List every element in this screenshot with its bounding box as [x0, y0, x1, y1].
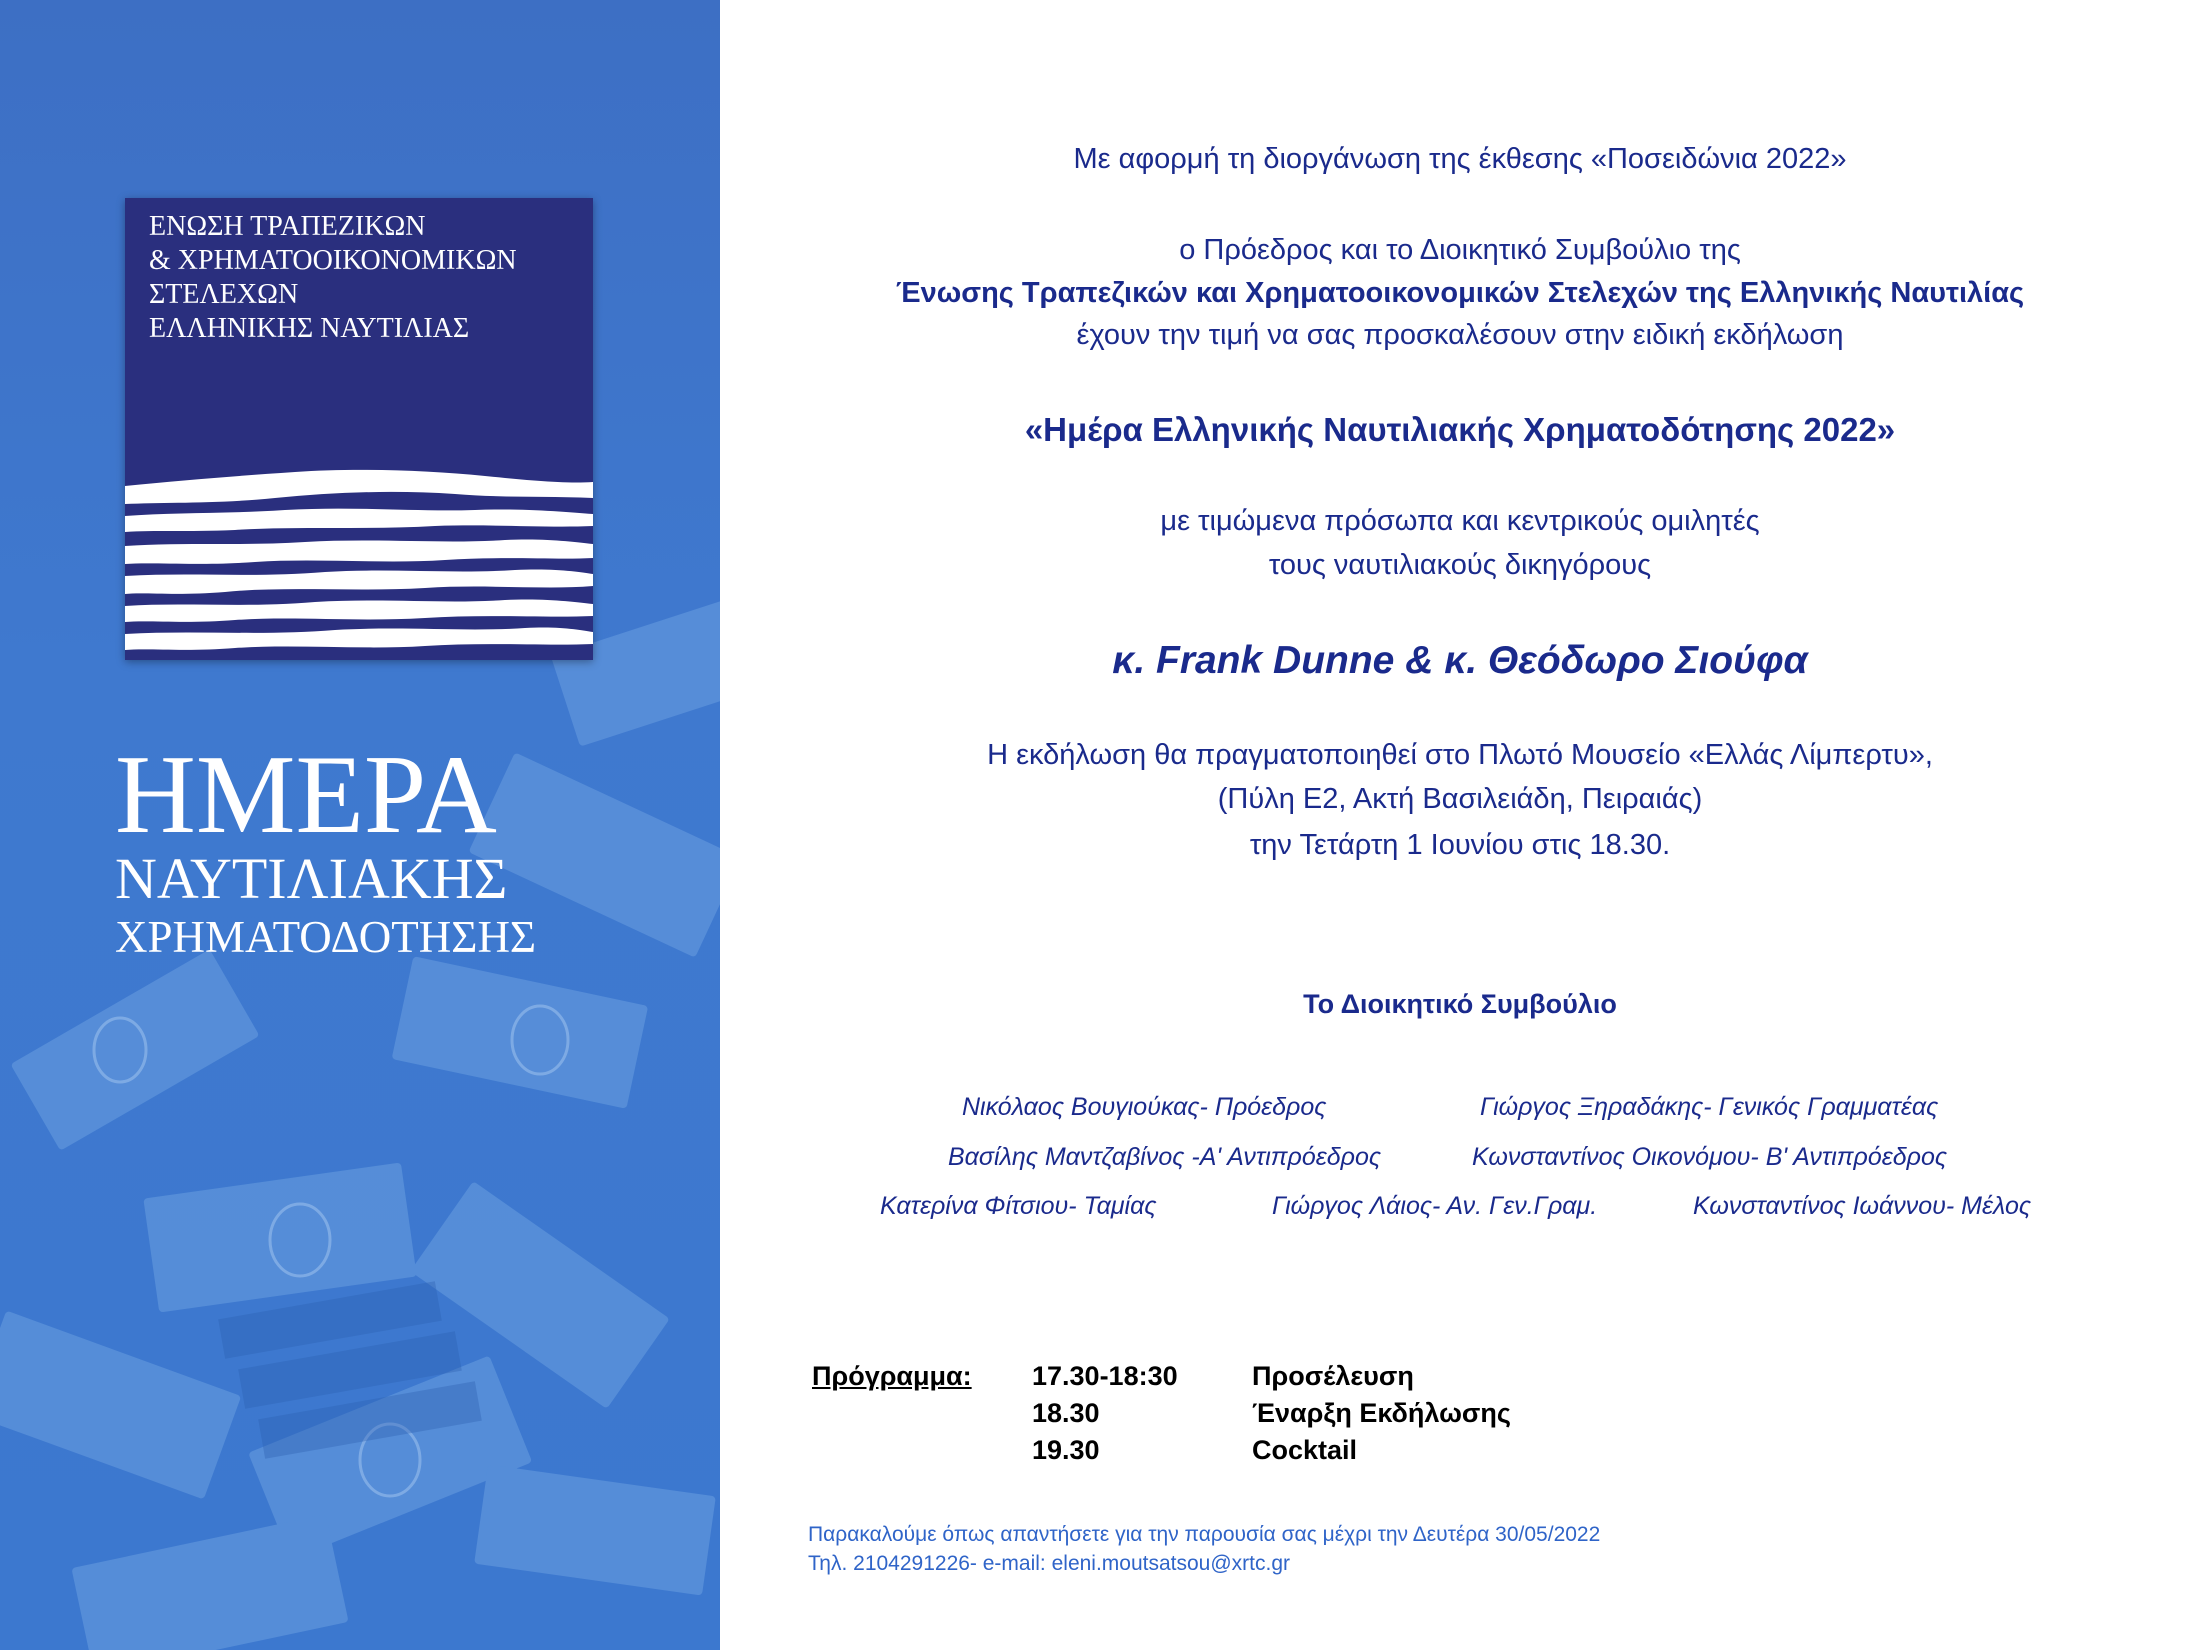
board-member: Κωνσταντίνος Οικονόμου- Β' Αντιπρόεδρος — [1472, 1143, 1948, 1171]
board-member: Νικόλαος Βουγιούκας- Πρόεδρος — [962, 1093, 1327, 1121]
venue-line-2: (Πύλη Ε2, Ακτή Βασιλειάδη, Πειραιάς) — [1217, 783, 1703, 815]
honored-line-1: με τιμώμενα πρόσωπα και κεντρικούς ομιλητές — [1160, 505, 1760, 537]
contact-line: Τηλ. 2104291226- e-mail: eleni.moutsatsou@xrtc.gr — [808, 1552, 1291, 1575]
logo-line: ΕΛΛΗΝΙΚΗΣ ΝΑΥΤΙΛΙΑΣ — [149, 313, 470, 344]
rsvp-line: Παρακαλούμε όπως απαντήσετε για την παρουσία σας μέχρι την Δευτέρα 30/05/2022 — [808, 1523, 1601, 1546]
invite-line: έχουν την τιμή να σας προσκαλέσουν στην ειδική εκδήλωση — [1076, 319, 1844, 351]
board-member: Κωνσταντίνος Ιωάννου- Μέλος — [1693, 1192, 2032, 1220]
honored-line-2: τους ναυτιλιακούς δικηγόρους — [1268, 549, 1652, 581]
union-name: Ένωσης Τραπεζικών και Χρηματοοικονομικών Στελεχών της Ελληνικής Ναυτιλίας — [895, 277, 2025, 309]
board-member: Βασίλης Μαντζαβίνος -Α' Αντιπρόεδρος — [948, 1143, 1382, 1171]
logo-line: ΕΝΩΣΗ ΤΡΑΠΕΖΙΚΩΝ — [149, 211, 426, 242]
program-label: Πρόγραμμα: — [812, 1361, 972, 1391]
hero-title-line-1: ΗΜΕΡΑ — [115, 733, 497, 857]
program-row — [1032, 1358, 1732, 1395]
board-member: Γιώργος Ξηραδάκης- Γενικός Γραμματέας — [1480, 1093, 1939, 1121]
left-banner — [0, 0, 720, 1650]
rsvp-footer — [808, 1520, 1600, 1578]
president-line: ο Πρόεδρος και το Διοικητικό Συμβούλιο της — [1179, 234, 1741, 266]
program-time: 18.30 — [1032, 1398, 1100, 1428]
program-description: Προσέλευση — [1252, 1361, 1414, 1391]
invitation-body — [720, 0, 2200, 1650]
sea-waves-graphic — [125, 468, 593, 660]
association-logo — [125, 198, 593, 660]
hero-title-line-3: ΧΡΗΜΑΤΟΔΟΤΗΣΗΣ — [115, 912, 537, 962]
program-row — [1032, 1432, 1732, 1469]
board-member: Γιώργος Λάιος- Αν. Γεν.Γραμ. — [1272, 1192, 1598, 1220]
event-title: «Ημέρα Ελληνικής Ναυτιλιακής Χρηματοδότησης 2022» — [1024, 411, 1896, 448]
venue-line-1: Η εκδήλωση θα πραγματοποιηθεί στο Πλωτό Μουσείο «Ελλάς Λίμπερτυ», — [987, 739, 1933, 771]
logo-text — [149, 210, 589, 346]
program-time: 17.30-18:30 — [1032, 1361, 1178, 1391]
intro-line: Με αφορμή τη διοργάνωση της έκθεσης «Ποσειδώνια 2022» — [1073, 143, 1847, 175]
program-description: Έναρξη Εκδήλωσης — [1252, 1398, 1511, 1428]
logo-line: ΣΤΕΛΕΧΩΝ — [149, 279, 299, 310]
venue-line-3: την Τετάρτη 1 Ιουνίου στις 18.30. — [1249, 829, 1671, 861]
program-description: Cocktail — [1252, 1435, 1358, 1465]
hero-title-line-2: ΝΑΥΤΙΛΙΑΚΗΣ — [115, 846, 508, 911]
logo-line: & ΧΡΗΜΑΤΟΟΙΚΟΝΟΜΙΚΩΝ — [149, 245, 517, 276]
program-row — [1032, 1395, 1732, 1432]
program-time: 19.30 — [1032, 1435, 1100, 1465]
speakers: κ. Frank Dunne & κ. Θεόδωρο Σιούφα — [1112, 639, 1808, 682]
board-member: Κατερίνα Φίτσιου- Ταμίας — [880, 1192, 1157, 1220]
board-title: Το Διοικητικό Συμβούλιο — [1303, 989, 1617, 1019]
